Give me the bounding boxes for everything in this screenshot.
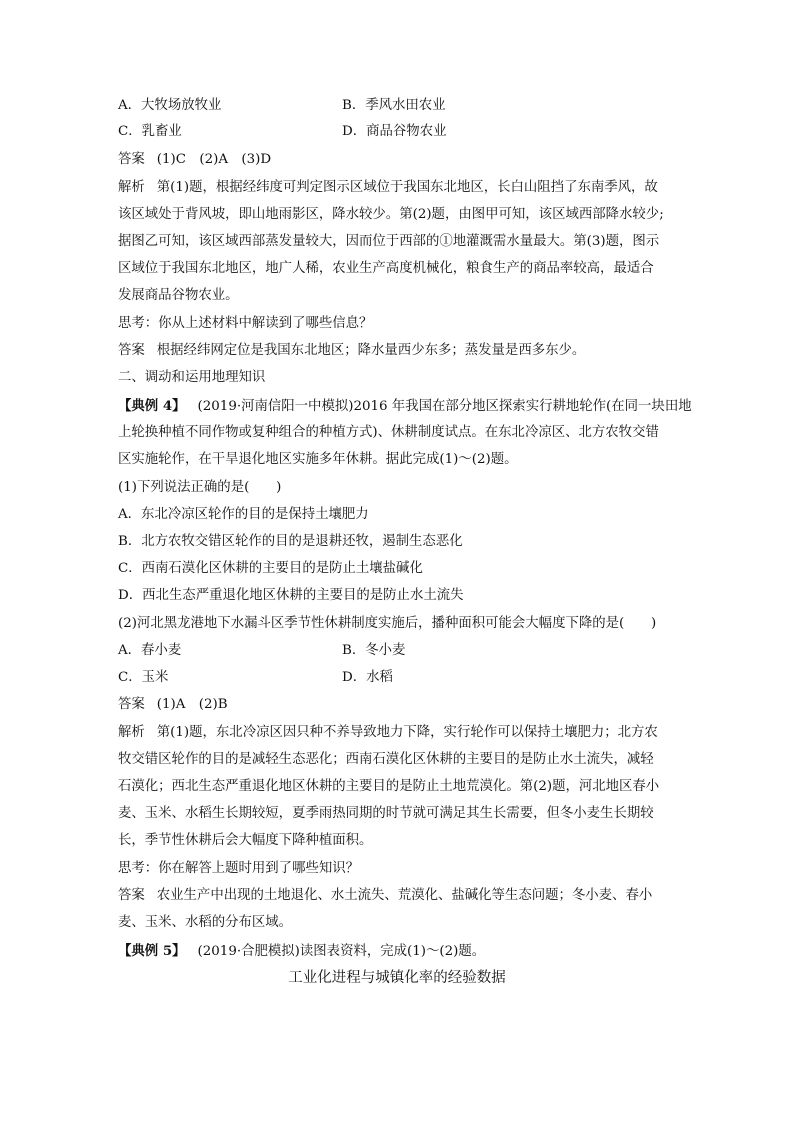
q2-option-b: B．冬小麦 bbox=[342, 643, 406, 658]
ex4-answer bbox=[118, 697, 678, 713]
example-tag: 【典例 4】 bbox=[118, 398, 186, 414]
section-2-title: 二、调动和运用地理知识 bbox=[118, 370, 266, 385]
ex4-think-question: 思考：你在解答上题时用到了哪些知识？ bbox=[118, 861, 360, 876]
ex4-analysis-line-3: 石漠化；西北生态严重退化地区休耕的主要目的是防止土地荒漠化。第(2)题，河北地区春小 bbox=[118, 779, 660, 794]
answer-label: 答案 bbox=[118, 343, 145, 358]
ex4-intro-line-2: 上轮换种植不同作物或复种组合的种植方式)、休耕制度试点。在东北冷凉区、北方农牧交错 bbox=[118, 425, 659, 440]
q2-option-a: A．春小麦 bbox=[118, 643, 182, 658]
q3-options-row-1 bbox=[118, 98, 678, 114]
analysis-text: 第(1)题，东北冷凉区因只种不养导致地力下降，实行轮作可以保持土壤肥力；北方农 bbox=[156, 725, 658, 740]
ex5-chart-title: 工业化进程与城镇化率的经验数据 bbox=[288, 970, 506, 986]
ex4-q1-option-d: D．西北生态严重退化地区休耕的主要目的是防止水土流失 bbox=[118, 588, 464, 603]
answer-label: 答案 bbox=[118, 697, 145, 712]
answer-label: 答案 bbox=[118, 152, 145, 167]
ex3-analysis-line-1 bbox=[118, 180, 678, 196]
answer-text: (1)A (2)B bbox=[156, 697, 228, 712]
answer-text: 根据经纬网定位是我国东北地区；降水量西少东多；蒸发量是西多东少。 bbox=[156, 343, 586, 358]
ex4-q1-option-b: B．北方农牧交错区轮作的目的是退耕还牧，遏制生态恶化 bbox=[118, 534, 463, 549]
q3-option-b: B．季风水田农业 bbox=[342, 98, 446, 113]
ex4-question-2: (2)河北黑龙港地下水漏斗区季节性休耕制度实施后，播种面积可能会大幅度下降的是( ) bbox=[118, 616, 657, 631]
ex4-analysis-line-4: 麦、玉米、水稻生长期较短，夏季雨热同期的时节就可满足其生长需要，但冬小麦生长期较 bbox=[118, 806, 654, 821]
ex4-intro-line-3: 区实施轮作，在干旱退化地区实施多年休耕。据此完成(1)～(2)题。 bbox=[118, 452, 518, 467]
q2-option-d: D．水稻 bbox=[342, 670, 393, 685]
ex4-think-answer-line-1 bbox=[118, 888, 678, 904]
ex4-think-answer-line-2: 麦、玉米、水稻的分布区域。 bbox=[118, 915, 293, 930]
ex4-intro-line-1 bbox=[118, 398, 692, 415]
ex5-intro bbox=[118, 943, 678, 960]
q3-option-d: D．商品谷物农业 bbox=[342, 124, 447, 139]
ex3-analysis-line-5: 发展商品谷物农业。 bbox=[118, 288, 239, 303]
analysis-label: 解析 bbox=[118, 725, 145, 740]
q3-options-row-2 bbox=[118, 124, 678, 140]
ex4-q2-options-row-1 bbox=[118, 643, 678, 659]
ex3-analysis-line-2: 该区域处于背风坡，即山地雨影区，降水较少。第(2)题，由图甲可知，该区域西部降水较少; bbox=[118, 207, 664, 222]
ex4-analysis-line-2: 牧交错区轮作的目的是减轻生态恶化；西南石漠化区休耕的主要目的是防止水土流失，减轻 bbox=[118, 752, 654, 767]
ex4-q1-option-a: A．东北冷凉区轮作的目的是保持土壤肥力 bbox=[118, 507, 369, 522]
ex3-think-question: 思考：你从上述材料中解读到了哪些信息？ bbox=[118, 316, 373, 331]
q2-option-c: C．玉米 bbox=[118, 670, 169, 685]
q3-option-c: C．乳畜业 bbox=[118, 124, 182, 139]
ex3-analysis-line-3: 据图乙可知，该区域西部蒸发量较大，因而位于西部的①地灌溉需水量最大。第(3)题，图示 bbox=[118, 234, 660, 249]
ex3-analysis-line-4: 区域位于我国东北地区，地广人稀，农业生产高度机械化，粮食生产的商品率较高，最适合 bbox=[118, 261, 654, 276]
intro-text: (2019·合肥模拟)读图表资料，完成(1)～(2)题。 bbox=[197, 944, 486, 959]
ex3-think-answer bbox=[118, 343, 678, 359]
ex4-q2-options-row-2 bbox=[118, 670, 678, 686]
answer-text: 农业生产中出现的土地退化、水土流失、荒漠化、盐碱化等生态问题；冬小麦、春小 bbox=[156, 888, 653, 903]
answer-text: (1)C (2)A (3)D bbox=[156, 152, 272, 167]
analysis-text: 第(1)题，根据经纬度可判定图示区域位于我国东北地区，长白山阻挡了东南季风，故 bbox=[156, 180, 658, 195]
example-tag: 【典例 5】 bbox=[118, 943, 186, 959]
analysis-label: 解析 bbox=[118, 180, 145, 195]
ex4-q1-option-c: C．西南石漠化区休耕的主要目的是防止土壤盐碱化 bbox=[118, 561, 423, 576]
ex4-question-1: (1)下列说法正确的是( ) bbox=[118, 480, 282, 495]
answer-label: 答案 bbox=[118, 888, 145, 903]
ex4-analysis-line-5: 长，季节性休耕后会大幅度下降种植面积。 bbox=[118, 833, 373, 848]
q3-option-a: A．大牧场放牧业 bbox=[118, 98, 222, 113]
ex3-answer bbox=[118, 152, 678, 168]
ex4-analysis-line-1 bbox=[118, 725, 678, 741]
intro-text: (2019·河南信阳一中模拟)2016 年我国在部分地区探索实行耕地轮作(在同一块田地 bbox=[197, 399, 692, 414]
